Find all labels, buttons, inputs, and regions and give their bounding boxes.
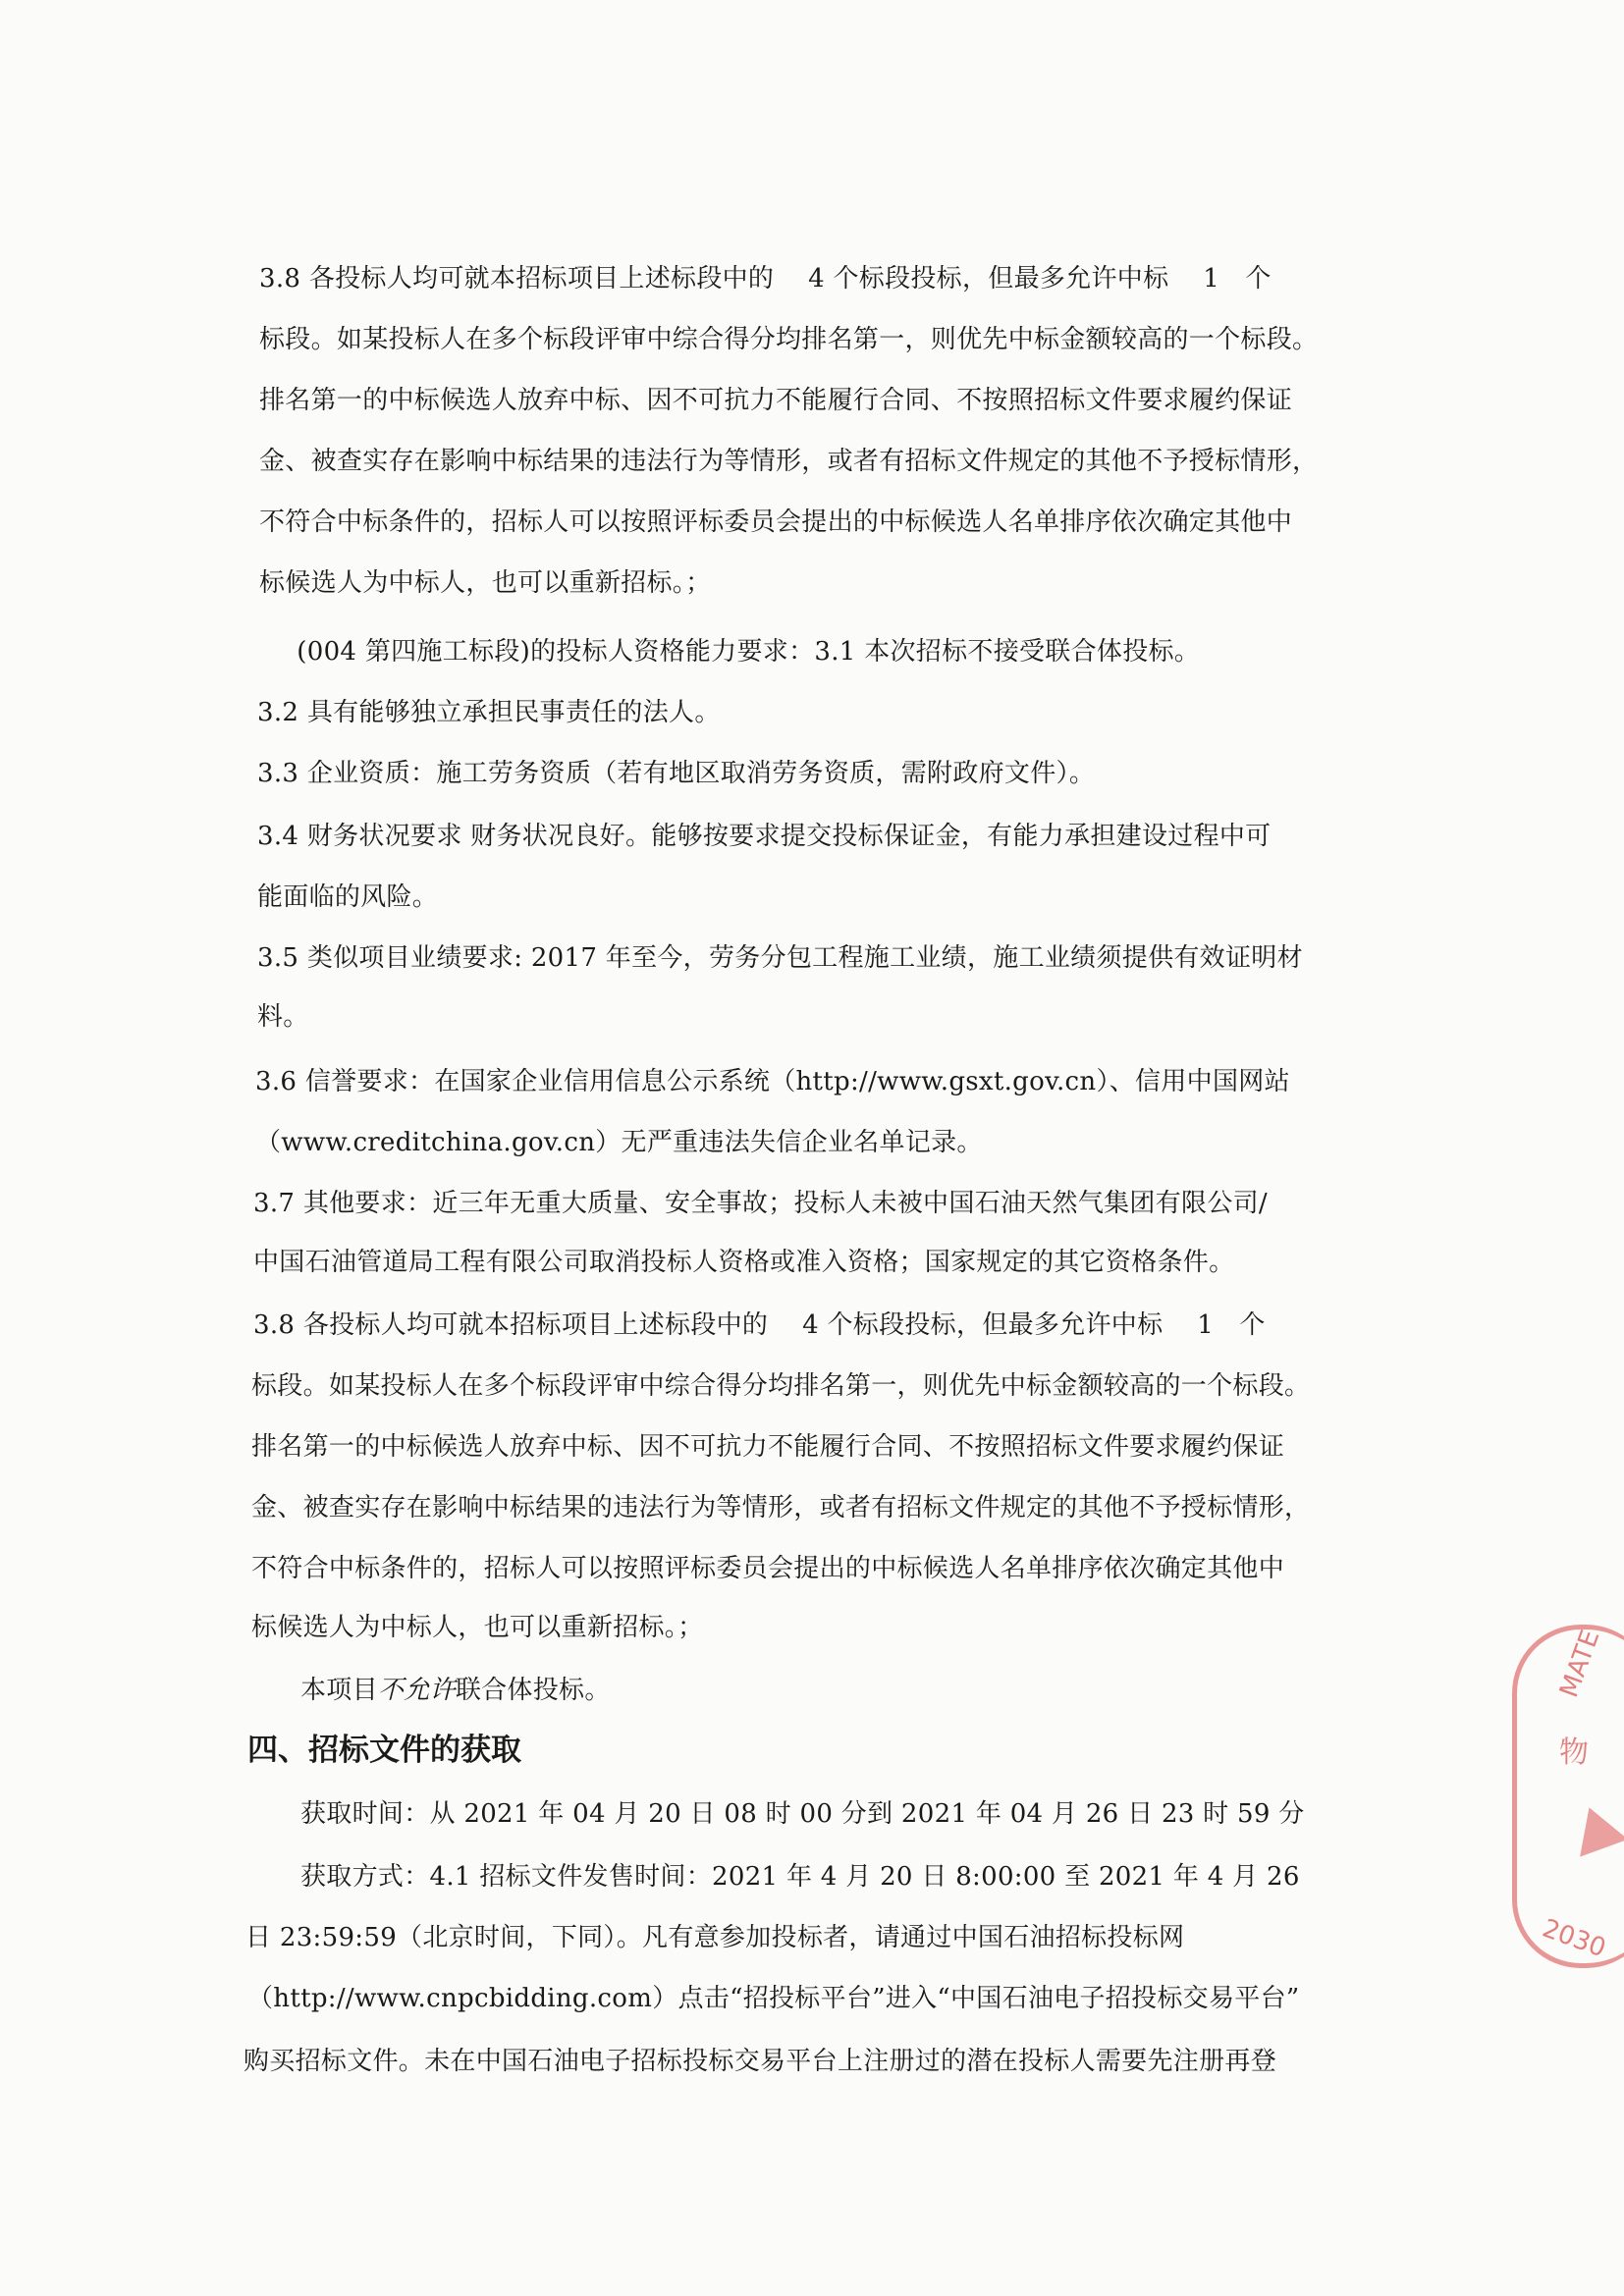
section-heading: 四、招标文件的获取 xyxy=(247,1733,521,1768)
seal-text-top: MATE xyxy=(1554,1626,1606,1702)
paragraph-line: 金、被查实存在影响中标结果的违法行为等情形，或者有招标文件规定的其他不予授标情形， xyxy=(251,1493,1311,1522)
paragraph-line: 3.6 信誉要求：在国家企业信用信息公示系统（http://www.gsxt.gov.cn）、信用中国网站 xyxy=(255,1067,1290,1096)
paragraph-line: 标段。如某投标人在多个标段评审中综合得分均排名第一，则优先中标金额较高的一个标段。 xyxy=(259,325,1319,354)
joint-bid-prefix: 本项目 xyxy=(300,1676,378,1705)
acquisition-line: 购买招标文件。未在中国石油电子招标投标交易平台上注册过的潜在投标人需要先注册再登 xyxy=(244,2047,1277,2076)
acquisition-line: 日 23:59:59（北京时间，下同）。凡有意参加投标者，请通过中国石油招标投标网 xyxy=(245,1923,1185,1952)
paragraph-line: 标段。如某投标人在多个标段评审中综合得分均排名第一，则优先中标金额较高的一个标段。 xyxy=(251,1371,1311,1401)
paragraph-line: 3.7 其他要求：近三年无重大质量、安全事故；投标人未被中国石油天然气集团有限公司/ xyxy=(253,1189,1268,1218)
paragraph-line: 不符合中标条件的，招标人可以按照评标委员会提出的中标候选人名单排序依次确定其他中 xyxy=(251,1554,1285,1583)
seal-text-bottom: 2030 xyxy=(1538,1913,1610,1964)
joint-bid-suffix: 联合体投标。 xyxy=(455,1676,611,1705)
paragraph-line: 能面临的风险。 xyxy=(257,882,439,912)
paragraph-line: 金、被查实存在影响中标结果的违法行为等情形，或者有招标文件规定的其他不予授标情形， xyxy=(259,447,1319,476)
paragraph-line: 3.2 具有能够独立承担民事责任的法人。 xyxy=(257,698,721,727)
paragraph-line: 排名第一的中标候选人放弃中标、因不可抗力不能履行合同、不按照招标文件要求履约保证 xyxy=(259,386,1293,415)
paragraph-line: (004 第四施工标段)的投标人资格能力要求：3.1 本次招标不接受联合体投标。 xyxy=(271,637,1201,667)
acquisition-line: 获取方式：4.1 招标文件发售时间：2021 年 4 月 20 日 8:00:00 至 2021 年 4 月 26 xyxy=(300,1862,1300,1892)
paragraph-line: （www.creditchina.gov.cn）无严重违法失信企业名单记录。 xyxy=(255,1128,983,1157)
paragraph-line: 3.8 各投标人均可就本招标项目上述标段中的 4 个标段投标，但最多允许中标 1 个 xyxy=(259,264,1272,294)
paragraph-line: 排名第一的中标候选人放弃中标、因不可抗力不能履行合同、不按照招标文件要求履约保证 xyxy=(251,1432,1285,1462)
paragraph-line: 不符合中标条件的，招标人可以按照评标委员会提出的中标候选人名单排序依次确定其他中 xyxy=(259,507,1293,537)
paragraph-line: 中国石油管道局工程有限公司取消投标人资格或准入资格；国家规定的其它资格条件。 xyxy=(253,1248,1235,1277)
acquisition-line: 获取时间：从 2021 年 04 月 20 日 08 时 00 分到 2021 年 04 月 26 日 23 时 59 分 xyxy=(300,1799,1305,1829)
paragraph-line: 料。 xyxy=(257,1002,309,1032)
joint-bid-line xyxy=(300,1675,611,1706)
paragraph-line: 标候选人为中标人，也可以重新招标。； xyxy=(259,568,712,598)
seal-text-mid: 物 xyxy=(1559,1735,1589,1770)
paragraph-line: 3.8 各投标人均可就本招标项目上述标段中的 4 个标段投标，但最多允许中标 1 个 xyxy=(253,1310,1266,1340)
paragraph-line: 3.3 企业资质：施工劳务资质（若有地区取消劳务资质，需附政府文件）。 xyxy=(257,759,1096,788)
joint-bid-italic: 不允许 xyxy=(377,1676,456,1705)
paragraph-line: 3.4 财务状况要求 财务状况良好。能够按要求提交投标保证金，有能力承担建设过程中可 xyxy=(257,822,1272,851)
acquisition-line: （http://www.cnpcbidding.com）点击“招投标平台”进入“中国石油电子招投标交易平台” xyxy=(247,1984,1300,2013)
paragraph-line: 标候选人为中标人，也可以重新招标。； xyxy=(251,1613,704,1642)
paragraph-line: 3.5 类似项目业绩要求: 2017 年至今，劳务分包工程施工业绩，施工业绩须提供有效证明材 xyxy=(257,943,1303,973)
